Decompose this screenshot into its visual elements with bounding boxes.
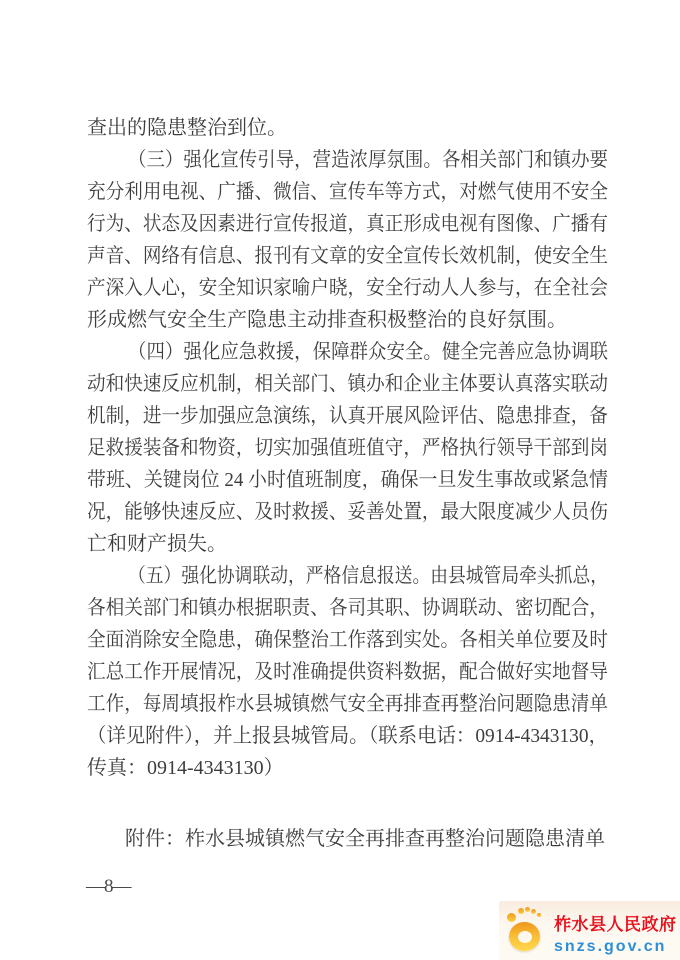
document-line: 行为、状态及因素进行宣传报道，真正形成电视有图像、广播有 [87,213,608,235]
document-line: 声音、网络有信息、报刊有文章的安全宣传长效机制，使安全生 [87,245,608,267]
gov-watermark [499,901,680,960]
watermark-text [554,910,676,956]
document-line: 产深入人心，安全知识家喻户晓，安全行动人人参与，在全社会 [87,277,608,299]
footprint-toe [525,907,530,912]
document-line: 汇总工作开展情况，及时准确提供资料数据，配合做好实地督导 [87,661,608,683]
document-line: 各相关部门和镇办根据职责、各司其职、协调联动、密切配合， [87,597,608,619]
document-line: 带班、关键岗位 24 小时值班制度，确保一旦发生事故或紧急情 [87,469,608,491]
document-line: （三）强化宣传引导，营造浓厚氛围。各相关部门和镇办要 [128,149,608,171]
gov-site-url: snzs.gov.cn [554,938,667,955]
document-line: （详见附件），并上报县城管局。（联系电话：0914-4343130， [87,725,608,747]
document-body [87,112,608,855]
document-lines [87,112,608,784]
footprint-toe [531,909,536,914]
document-line: 足救援装备和物资，切实加强值班值守，严格执行领导干部到岗 [87,437,608,459]
footprint-toe [537,913,541,917]
footprint-icon [507,907,547,955]
footprint-toe [518,908,524,914]
document-line: 动和快速反应机制，相关部门、镇办和企业主体要认真落实联动 [87,373,608,395]
document-line: 传真：0914-4343130） [87,757,284,779]
document-line: 亡和财产损失。 [87,533,227,555]
footprint-toe [507,913,516,922]
document-line: 查出的隐患整治到位。 [87,117,287,139]
document-line: 况，能够快速反应、及时救援、妥善处置，最大限度减少人员伤 [87,501,608,523]
document-line: 全面消除安全隐患，确保整治工作落到实处。各相关单位要及时 [87,629,608,651]
page-number: —8— [86,876,131,897]
footprint-ring [509,922,540,951]
gov-site-name: 柞水县人民政府 [554,915,677,934]
document-line: （四）强化应急救援，保障群众安全。健全完善应急协调联 [128,341,608,363]
document-line: （五）强化协调联动，严格信息报送。由县城管局牵头抓总， [128,565,608,587]
document-line: 工作，每周填报柞水县城镇燃气安全再排查再整治问题隐患清单 [87,693,608,715]
document-line: 机制，进一步加强应急演练，认真开展风险评估、隐患排查，备 [87,405,608,427]
document-line: 形成燃气安全生产隐患主动排查积极整治的良好氛围。 [87,309,567,331]
attachment-line: 附件：柞水县城镇燃气安全再排查再整治问题隐患清单 [125,828,605,850]
document-line: 充分利用电视、广播、微信、宣传车等方式，对燃气使用不安全 [87,181,608,203]
